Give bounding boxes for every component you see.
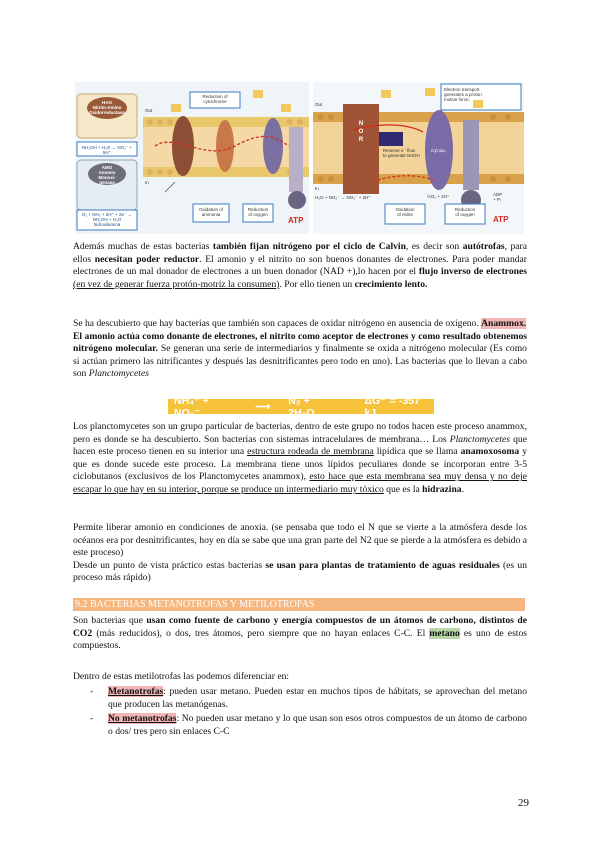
list-dash: - xyxy=(90,686,94,697)
adp-label: ADP + Pᵢ xyxy=(493,192,503,202)
paragraph-metilotrofas xyxy=(73,615,527,653)
paragraph-anoxia xyxy=(73,522,527,585)
p2-bold-amonio: El amonio actúa como donante de electrones, el nitrito como aceptor de electrones y como resultado obtenemos nitrógeno molecular. xyxy=(73,330,527,355)
hao-equation: NH₂OH + H₂O → NO₂⁻ + 5H⁺ xyxy=(81,145,133,155)
p4-text-3: (es un proceso más rápido) xyxy=(73,559,527,584)
paragraph-calvin xyxy=(73,241,527,291)
reverse-flow-label: Reverse e⁻ flow to generate NADH xyxy=(383,148,420,158)
p3-text-3: lipídica que se llama xyxy=(373,446,461,458)
paragraph-diferenciar: Dentro de estas metilotrofas las podemos diferenciar en: xyxy=(73,671,290,682)
p1-text-1: Además muchas de estas bacterias xyxy=(73,241,213,252)
p4-bold-aguas: se usan para plantas de tratamiento de aguas residuales xyxy=(265,559,500,571)
reduction-oxygen-label: Reduction of oxygen xyxy=(247,207,269,217)
equation-energy: ΔG°′ = -357 kJ xyxy=(364,394,420,419)
p2-italic-planctomycetes: Planctomycetes xyxy=(88,368,149,380)
cyt-label: Cyt aa₃ xyxy=(431,148,446,153)
p3-text-2: que hacen este proceso tienen en su interior una xyxy=(73,433,527,458)
p2-highlight-anammox: Anammox. xyxy=(481,318,527,329)
p5-bold-fuente: usan como fuente de carbono y energía compuestos de un átomos de carbono, distintos de CO2 xyxy=(73,615,527,639)
nor-label: N O R xyxy=(358,121,364,143)
in-label-right: In xyxy=(315,186,319,191)
p5-text-1: Son bacterias que xyxy=(73,615,147,626)
p3-bold-anamoxosoma: anamoxosoma xyxy=(460,446,520,458)
p4-text-1: Permite liberar amonio en condiciones de anoxia. (se pensaba que todo el N que se vierte a la atmósfera desde los océanos era por desnitrificantes, hoy en día se sabe que una gran parte del N2 que se pierde a la atmósfera es debido a este proceso) xyxy=(73,522,527,559)
anammox-equation xyxy=(168,394,434,419)
section-title: 9.2 BACTERIAS METANOTROFAS Y METILOTROFAS xyxy=(73,598,525,611)
list-dash: - xyxy=(90,713,94,725)
list-text: : pueden usar metano. Pueden estar en muchos tipos de hábitats, se aprovechan del metano que producen las metanógenas. xyxy=(108,686,527,710)
atp-label: ATP xyxy=(288,216,304,225)
p4-text-2: Desde un punto de vista práctico estas bacterias xyxy=(73,559,266,571)
out-label-right: Out xyxy=(315,102,323,107)
p1-underline-fuerza: (en vez de generar fuerza protón-motriz la consumen) xyxy=(73,278,280,290)
p3-text-1: Los planctomycetes son un grupo particular de bacterias, dentro de este grupo no todos hacen este proceso anammox, pero es donde se ha descubierto. Son bacterias con sistemas intracelulares de membrana… Los xyxy=(73,421,527,445)
paragraph-planctomycetes xyxy=(73,421,527,497)
paragraph-anammox xyxy=(73,318,527,381)
p1-text-6: . Por ello tienen un xyxy=(279,278,355,290)
oxidation-ammonia-label: Oxidation of ammonia xyxy=(198,207,223,217)
reduction-oxygen-label-right: Reduction of oxygen xyxy=(454,207,476,217)
oxidation-nitrite-label: Oxidation of nitrite xyxy=(395,207,415,217)
p1-text-4: . El amonio y el nitrito no son buenos donantes de electrones. Para poder mandar electrones de un mal donador de electrones a un buen donador (NAD +),lo hacen por el xyxy=(73,253,527,278)
p3-underline-estructura: estructura rodeada de membrana xyxy=(247,446,374,458)
equation-arrow: ⟶ xyxy=(255,400,271,413)
figure-nitrite-oxidation xyxy=(313,82,524,234)
p1-text-2: , es decir son xyxy=(405,241,463,252)
p3-text-6: . xyxy=(461,483,465,495)
list-item xyxy=(73,686,527,711)
p1-bold-calvin: también fijan nitrógeno por el ciclo de Calvin xyxy=(212,241,406,252)
p3-underline-membrana: esto hace que esta membrana sea muy densa y no deje escapar lo que hay en su interior, porque se produce un intermediario muy tóxico xyxy=(73,471,527,495)
equation-products: N₂ + 2H₂O xyxy=(288,394,315,419)
in-label: In xyxy=(145,180,149,185)
p1-bold-flujo-inverso: flujo inverso de electrones xyxy=(418,266,527,278)
equation-reactants: NH₄⁺ + NO₂⁻ xyxy=(174,394,209,419)
page-number: 29 xyxy=(518,797,529,809)
p3-text-4: y que es donde sucede este proceso. La membrana tiene unos lípidos peculiares donde se incorporan entre 3-5 ciclobutanos (exclusivos de los Planctomycetes anammox), xyxy=(73,446,527,483)
p1-bold-autotrofas: autótrofas xyxy=(462,241,505,252)
p3-text-5: que es la xyxy=(383,483,423,495)
list-item xyxy=(73,713,527,738)
types-list xyxy=(73,686,527,740)
list-term-metanotrofas: Metanotrofas xyxy=(108,686,164,697)
figure-nitrifying-bacteria xyxy=(75,82,524,234)
p1-text-3: , para ellos xyxy=(73,241,527,265)
amo-equation: O₂ + NH₃ + 2H⁺ + 2e⁻ → NH₂OH + H₂O hidroxilamina xyxy=(81,212,133,227)
out-label: Out xyxy=(145,108,153,113)
electron-transport-label: Electron transport generates a proton motive force. xyxy=(444,87,482,102)
reduction-cytochrome-label: Reduction of cytochrome xyxy=(202,94,228,104)
p2-text-1: Se ha descubierto que hay bacterias que también son capaces de oxidar nitrógeno en ausencia de oxígeno. xyxy=(73,318,482,329)
list-text: : No pueden usar metano y lo que usan son esos otros compuestos de un átomo de carbono o dos/ tres pero sin enlaces C-C xyxy=(108,713,527,737)
p5-text-2: (más reducidos), o dos, tres átomos, pero siempre que no hayan enlaces C-C. El xyxy=(92,627,430,639)
nitrite-equation-label: H₂O + NO₂⁻ → NO₃⁻ + 2H⁺ xyxy=(315,195,371,200)
figure-ammonia-oxidation xyxy=(75,82,309,234)
oxygen-equation-label: ½O₂ + 2H⁺ xyxy=(427,194,450,199)
p3-italic-planctomycetes: Planctomycetes xyxy=(449,433,510,445)
p5-highlight-metano: metano xyxy=(429,627,460,639)
p3-bold-hidrazina: hidrazina xyxy=(422,483,462,495)
p1-bold-crecimiento: crecimiento lento. xyxy=(354,278,428,290)
p2-text-2: Se generan una serie de intermediarios y finalmente se oxida a nitrógeno molecular (Es como si actúan primero las nitrificantes y después las desnitrificantes pero todo en uno). Las bacterias que lo llevan a cabo son xyxy=(73,343,527,380)
hao-label: HAO Nitrito-Amino Oxidorreductasa xyxy=(89,100,125,115)
atp-label-right: ATP xyxy=(493,215,509,224)
list-term-no-metanotrofas: No metanotrofas xyxy=(108,713,177,725)
p5-text-3: es uno de estos compuestos. xyxy=(73,627,527,652)
p1-bold-poder-reductor: necesitan poder reductor xyxy=(94,253,200,265)
amo-label: AMO Amonio Monoxi- genasa xyxy=(98,165,116,185)
